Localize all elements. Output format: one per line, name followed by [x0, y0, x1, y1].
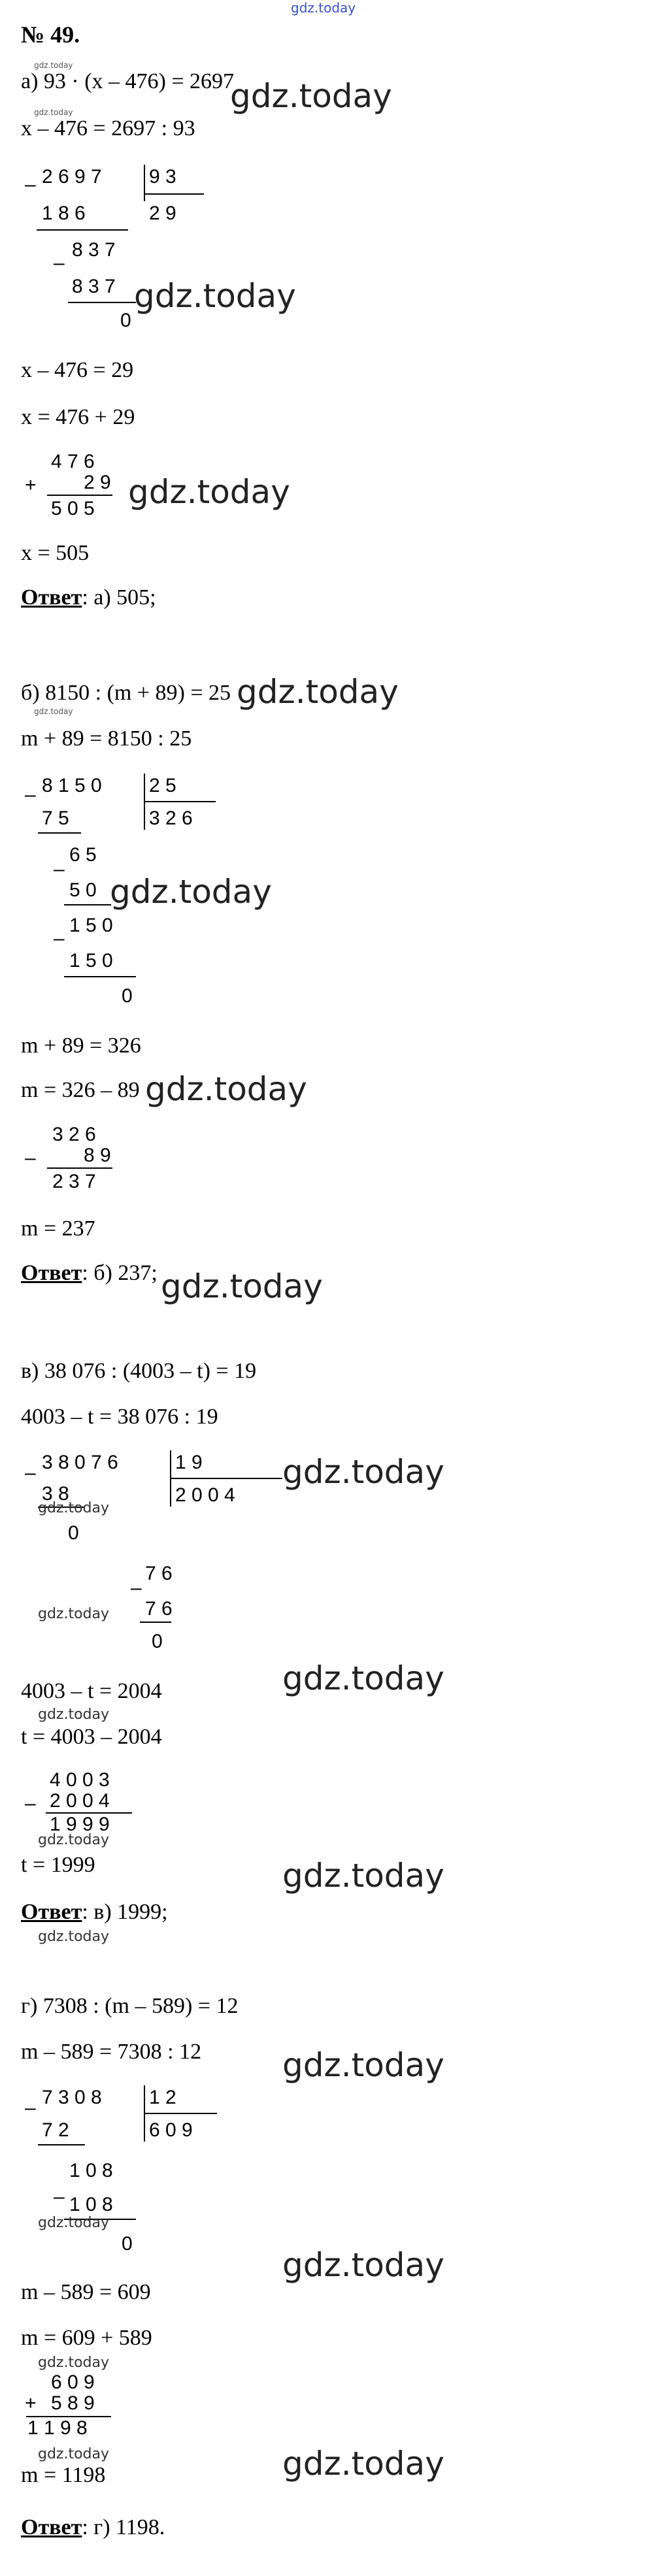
watermark: gdz.today — [282, 1453, 444, 1491]
equation-a-4: x = 476 + 29 — [21, 405, 135, 429]
subtrahend: 1 0 8 — [69, 2194, 113, 2215]
minuend: 4 0 0 3 — [50, 1769, 110, 1791]
subtrahend: 8 9 — [84, 1145, 111, 1166]
underline — [47, 1167, 112, 1169]
equation-c-3: 4003 – t = 2004 — [21, 1679, 162, 1703]
underline — [64, 976, 136, 977]
answer-a — [21, 585, 156, 610]
watermark: gdz.today — [128, 473, 290, 511]
equation-a-2: x – 476 = 2697 : 93 — [21, 116, 195, 140]
watermark: gdz.today — [282, 1857, 444, 1895]
sum: 1 1 9 8 — [27, 2417, 88, 2439]
minus-sign: – — [25, 784, 36, 806]
minus-sign: – — [25, 1462, 36, 1484]
watermark-tiny: gdz.today — [34, 61, 73, 70]
remainder: 0 — [122, 985, 133, 1007]
minus-sign: – — [25, 1147, 36, 1169]
dividend: 3 8 0 7 6 — [42, 1452, 118, 1473]
answer-label: Ответ — [21, 585, 82, 610]
watermark-small: gdz.today — [38, 1500, 110, 1516]
equation-b-3: m + 89 = 326 — [21, 1034, 141, 1058]
dividend: 2 6 9 7 — [42, 166, 102, 187]
answer-label: Ответ — [21, 1261, 82, 1285]
quotient: 2 9 — [149, 203, 176, 224]
equation-a-5: x = 505 — [21, 541, 90, 565]
subtrahend: 2 0 0 4 — [50, 1790, 110, 1812]
divisor-underline — [170, 1478, 282, 1479]
division-bar — [144, 165, 145, 201]
minus-sign: – — [54, 858, 65, 880]
divisor: 1 9 — [175, 1452, 203, 1473]
subtrahend: 1 5 0 — [69, 950, 113, 971]
watermark-tiny: gdz.today — [34, 707, 73, 716]
equation-d-4: m = 609 + 589 — [21, 2326, 152, 2350]
watermark-small: gdz.today — [38, 1929, 110, 1945]
remainder: 7 6 — [145, 1563, 173, 1584]
answer-label: Ответ — [21, 1900, 82, 1924]
underline — [68, 302, 136, 303]
divisor: 1 2 — [149, 2087, 176, 2108]
watermark: gdz.today — [282, 2046, 444, 2084]
addend: 2 9 — [84, 472, 111, 493]
addend: 6 0 9 — [51, 2372, 95, 2393]
underline — [38, 832, 81, 834]
subtrahend: 7 2 — [42, 2119, 69, 2141]
divisor-underline — [144, 2113, 217, 2114]
minus-sign: – — [25, 174, 36, 195]
divisor: 9 3 — [149, 166, 176, 187]
equation-c-1: в) 38 076 : (4003 – t) = 19 — [21, 1359, 257, 1383]
watermark: gdz.today — [134, 277, 296, 315]
watermark-tiny: gdz.today — [34, 108, 73, 117]
answer-value: : г) 1198. — [82, 2515, 165, 2539]
divisor: 2 5 — [149, 775, 176, 796]
addend: 4 7 6 — [51, 451, 95, 472]
equation-b-2: m + 89 = 8150 : 25 — [21, 726, 192, 751]
remainder: 1 5 0 — [69, 915, 113, 936]
equation-d-1: г) 7308 : (m – 589) = 12 — [21, 1994, 239, 2018]
equation-d-2: m – 589 = 7308 : 12 — [21, 2040, 202, 2064]
subtrahend: 7 5 — [42, 807, 69, 829]
equation-c-4: t = 4003 – 2004 — [21, 1725, 162, 1749]
watermark: gdz.today — [145, 1070, 307, 1108]
equation-a-1: а) 93 · (x – 476) = 2697 — [21, 69, 235, 93]
divisor-underline — [144, 801, 216, 802]
answer-d — [21, 2515, 165, 2540]
underline — [47, 495, 112, 496]
difference: 1 9 9 9 — [50, 1814, 110, 1835]
watermark: gdz.today — [282, 2246, 444, 2284]
watermark-small: gdz.today — [38, 1606, 110, 1622]
minus-sign: – — [54, 2186, 65, 2208]
addend: 5 8 9 — [51, 2392, 95, 2414]
subtrahend: 3 8 — [42, 1483, 69, 1505]
remainder: 6 5 — [69, 844, 97, 866]
minus-sign: – — [54, 252, 65, 274]
remainder: 1 0 8 — [69, 2160, 113, 2181]
equation-a-3: x – 476 = 29 — [21, 358, 134, 382]
minus-sign: – — [25, 2097, 36, 2119]
answer-label: Ответ — [21, 2515, 82, 2539]
underline — [38, 2144, 85, 2145]
watermark: gdz.today — [237, 673, 399, 711]
difference: 2 3 7 — [52, 1171, 96, 1192]
equation-d-5: m = 1198 — [21, 2463, 106, 2487]
answer-b — [21, 1261, 158, 1286]
minus-sign: – — [25, 1793, 36, 1814]
answer-value: : в) 1999; — [82, 1900, 168, 1924]
minus-sign: – — [131, 1577, 142, 1599]
watermark-small: gdz.today — [38, 2446, 110, 2462]
equation-b-5: m = 237 — [21, 1216, 95, 1241]
watermark-small: gdz.today — [38, 2355, 110, 2371]
watermark-small: gdz.today — [38, 2215, 110, 2231]
remainder: 0 — [68, 1522, 79, 1544]
watermark: gdz.today — [161, 1267, 323, 1305]
problem-number: № 49. — [21, 22, 80, 48]
underline — [140, 1622, 171, 1623]
watermark-small: gdz.today — [38, 1832, 110, 1848]
dividend: 7 3 0 8 — [42, 2087, 102, 2108]
quotient: 3 2 6 — [149, 807, 193, 829]
subtrahend: 1 8 6 — [42, 203, 86, 224]
subtrahend: 8 3 7 — [72, 276, 116, 297]
watermark-top: gdz.today — [291, 0, 356, 16]
divisor-underline — [144, 193, 204, 195]
subtrahend: 5 0 — [69, 879, 97, 901]
sum: 5 0 5 — [51, 498, 95, 519]
minuend: 3 2 6 — [52, 1124, 96, 1145]
answer-c — [21, 1900, 168, 1925]
remainder: 8 3 7 — [72, 239, 116, 261]
quotient: 6 0 9 — [149, 2119, 193, 2141]
equation-b-4: m = 326 – 89 — [21, 1078, 140, 1102]
equation-c-2: 4003 – t = 38 076 : 19 — [21, 1405, 218, 1429]
dividend: 8 1 5 0 — [42, 775, 102, 796]
watermark: gdz.today — [230, 77, 392, 115]
plus-sign: + — [25, 2392, 37, 2414]
subtrahend: 7 6 — [145, 1598, 173, 1620]
remainder: 0 — [120, 310, 131, 331]
equation-b-1: б) 8150 : (m + 89) = 25 — [21, 681, 231, 705]
watermark: gdz.today — [110, 873, 272, 911]
remainder: 0 — [122, 2233, 133, 2255]
answer-value: : б) 237; — [82, 1261, 158, 1285]
underline — [64, 904, 111, 905]
equation-d-3: m – 589 = 609 — [21, 2280, 151, 2304]
watermark: gdz.today — [282, 2445, 444, 2483]
equation-c-5: t = 1999 — [21, 1853, 95, 1877]
answer-value: : а) 505; — [82, 585, 156, 610]
remainder: 0 — [152, 1631, 163, 1652]
minus-sign: – — [54, 928, 65, 949]
watermark: gdz.today — [282, 1659, 444, 1697]
underline — [37, 229, 128, 231]
plus-sign: + — [25, 474, 37, 496]
watermark-small: gdz.today — [38, 1706, 110, 1723]
quotient: 2 0 0 4 — [175, 1484, 235, 1506]
